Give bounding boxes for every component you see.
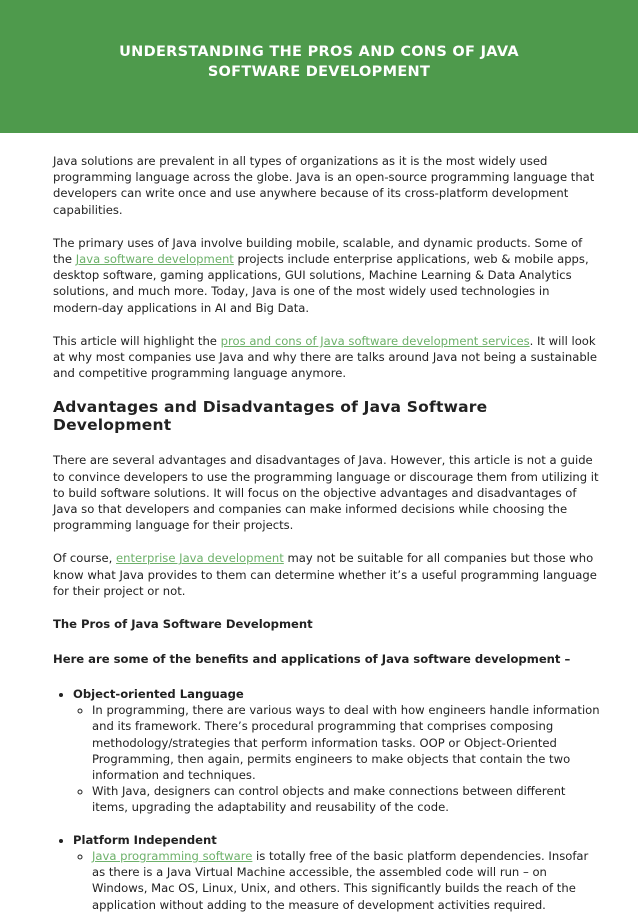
section-heading: Advantages and Disadvantages of Java Software Development [53, 398, 488, 435]
text-span: The primary uses of Java involve building mobile, scalable, and dynamic products. Some of the [53, 235, 583, 267]
text-span: projects include enterprise applications, web & mobile apps, desktop software, gaming applications, GUI solutions, Machine Learning & Data Analytics solutions, and much more. Today, Java is one of the most widely used technologies in modern-day applications in AI and Big Data. [53, 252, 589, 315]
sub-list-item: ◦ In programming, there are various ways to deal with how engineers handle information and its framework. There’s procedural programming that comprises composing methodology/strategies that perform information tasks. OOP or Object-Oriented Programming, then again, permits engineers to make objects that contain the two information and techniques. [92, 702, 602, 783]
enterprise-java-development-link[interactable]: enterprise Java development [116, 551, 284, 566]
intro-paragraph-2 [53, 235, 602, 316]
list-item-title: Platform Independent [73, 832, 217, 847]
text-span: This article will highlight the [53, 333, 221, 348]
text-span: may not be suitable for all companies but those who know what Java provides to them can determine whether it’s a useful programming language for their project or not. [53, 551, 597, 598]
list-item-title: Object-oriented Language [73, 687, 244, 702]
benefits-intro: Here are some of the benefits and applications of Java software development – [53, 652, 571, 667]
text-span: is totally free of the basic platform dependencies. Insofar as there is a Java Virtual Machine accessible, the assembled code will run – on Windows, Mac OS, Linux, Unix, and others. This significantly builds the reach of the application without adding to the measure of development activities required. [92, 848, 589, 912]
pros-cons-services-link[interactable]: pros and cons of Java software development services [220, 333, 530, 348]
article-body [0, 133, 638, 913]
section-paragraph-1: There are several advantages and disadvantages of Java. However, this article is not a guide to convince developers to use the programming language or discourage them from utilizing it to build software solutions. It will focus on the objective advantages and disadvantages of Java so that developers and companies can make informed decisions while choosing the programming language for their projects. [53, 453, 599, 533]
sub-list-item: ◦ With Java, designers can control objects and make connections between different items, upgrading the adaptability and reusability of the code. [92, 783, 602, 815]
text-span: . It will look at why most companies use Java and why there are talks around Java not being a sustainable and competitive programming language anymore. [53, 333, 598, 381]
page-title: UNDERSTANDING THE PROS AND CONS OF JAVA SOFTWARE DEVELOPMENT [119, 43, 519, 80]
intro-paragraph-1: Java solutions are prevalent in all types of organizations as it is the most widely used programming language across the globe. Java is an open-source programming language that developers can write once and use anywhere because of its cross-platform development capabilities. [53, 154, 595, 217]
java-programming-software-link[interactable]: Java programming software [92, 848, 253, 863]
pros-title: The Pros of Java Software Development [53, 617, 313, 632]
java-software-development-link[interactable]: Java software development [75, 252, 234, 267]
section-paragraph-2 [53, 550, 602, 599]
intro-paragraph-3 [53, 333, 602, 382]
list-item [73, 832, 602, 913]
list-item [73, 686, 602, 816]
sub-list [73, 702, 602, 815]
benefits-list [53, 686, 602, 913]
header-banner [0, 0, 638, 133]
text-span: Of course, [53, 551, 117, 566]
